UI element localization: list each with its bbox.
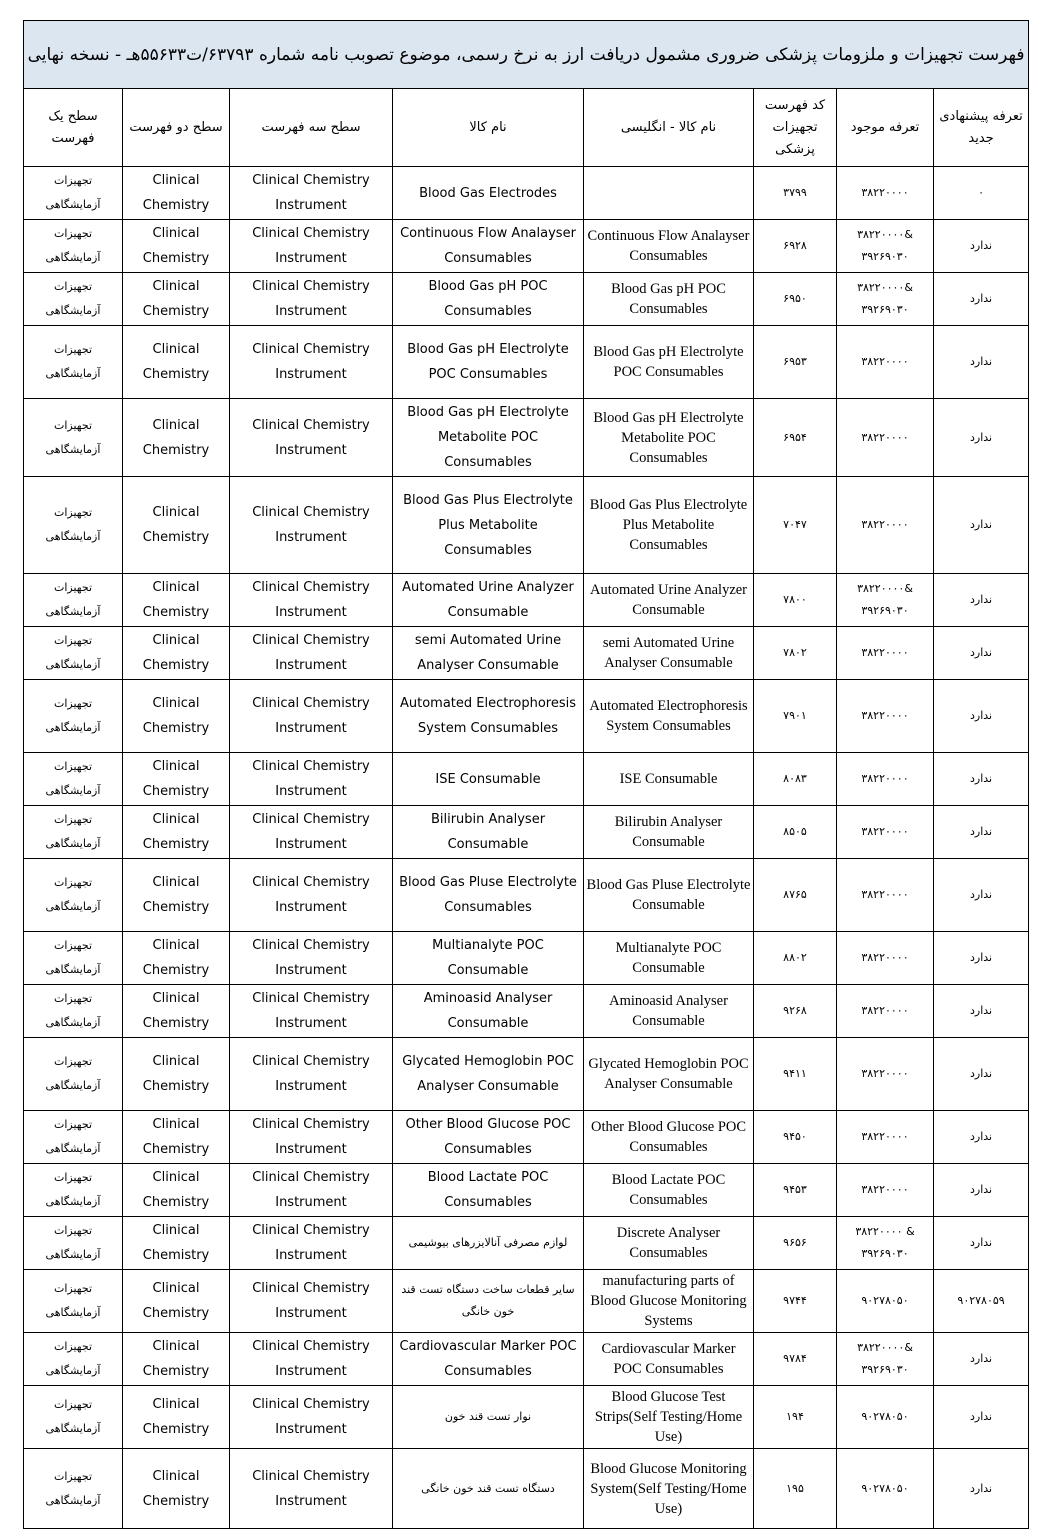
device-code-cell: ۸۵۰۵ [754, 806, 837, 859]
table-body [24, 167, 1029, 1529]
item-name-english-cell: Blood Gas pH Electrolyte POC Consumables [584, 326, 754, 399]
device-code-cell: ۹۶۵۶ [754, 1217, 837, 1270]
level3-cell: Clinical Chemistry Instrument [230, 1164, 393, 1217]
table-row [24, 627, 1029, 680]
equipment-table [23, 20, 1029, 1529]
device-code-cell: ۹۷۸۴ [754, 1333, 837, 1386]
table-row [24, 1111, 1029, 1164]
proposed-tariff-cell: ندارد [934, 1217, 1029, 1270]
table-row [24, 1038, 1029, 1111]
proposed-tariff-cell: ندارد [934, 1333, 1029, 1386]
level3-cell: Clinical Chemistry Instrument [230, 1386, 393, 1449]
proposed-tariff-cell: ندارد [934, 806, 1029, 859]
item-name-english-cell: Blood Gas pH Electrolyte Metabolite POC Consumables [584, 399, 754, 477]
table-row [24, 477, 1029, 574]
level2-cell: Clinical Chemistry [123, 1164, 230, 1217]
level1-cell: تجهیزات آزمایشگاهی [24, 627, 123, 680]
proposed-tariff-cell: ندارد [934, 1164, 1029, 1217]
current-tariff-cell: ۳۸۲۲۰۰۰۰ [837, 326, 934, 399]
level1-cell: تجهیزات آزمایشگاهی [24, 1217, 123, 1270]
current-tariff-cell: ۹۰۲۷۸۰۵۰ [837, 1386, 934, 1449]
level2-cell: Clinical Chemistry [123, 273, 230, 326]
level3-cell: Clinical Chemistry Instrument [230, 806, 393, 859]
current-tariff-cell: ۳۸۲۲۰۰۰۰ & ۳۹۲۶۹۰۳۰ [837, 1217, 934, 1270]
item-name-cell: Blood Gas Plus Electrolyte Plus Metabolite Consumables [393, 477, 584, 574]
item-name-english-cell: Automated Urine Analyzer Consumable [584, 574, 754, 627]
proposed-tariff-cell: ندارد [934, 859, 1029, 932]
table-row [24, 1333, 1029, 1386]
device-code-cell: ۷۰۴۷ [754, 477, 837, 574]
table-row [24, 1270, 1029, 1333]
level3-cell: Clinical Chemistry Instrument [230, 167, 393, 220]
item-name-english-cell: Discrete Analyser Consumables [584, 1217, 754, 1270]
level2-cell: Clinical Chemistry [123, 1217, 230, 1270]
table-row [24, 273, 1029, 326]
item-name-cell: semi Automated Urine Analyser Consumable [393, 627, 584, 680]
item-name-english-cell [584, 167, 754, 220]
header-level1: سطح یک فهرست [24, 89, 123, 167]
level1-cell: تجهیزات آزمایشگاهی [24, 273, 123, 326]
level1-cell: تجهیزات آزمایشگاهی [24, 1164, 123, 1217]
level1-cell: تجهیزات آزمایشگاهی [24, 932, 123, 985]
item-name-cell: Blood Gas pH Electrolyte Metabolite POC Consumables [393, 399, 584, 477]
item-name-cell: Blood Gas pH Electrolyte POC Consumables [393, 326, 584, 399]
proposed-tariff-cell: ۰ [934, 167, 1029, 220]
device-code-cell: ۹۴۵۰ [754, 1111, 837, 1164]
table-row [24, 1217, 1029, 1270]
level1-cell: تجهیزات آزمایشگاهی [24, 326, 123, 399]
level3-cell: Clinical Chemistry Instrument [230, 627, 393, 680]
device-code-cell: ۷۹۰۱ [754, 680, 837, 753]
level3-cell: Clinical Chemistry Instrument [230, 477, 393, 574]
device-code-cell: ۳۷۹۹ [754, 167, 837, 220]
item-name-cell: Multianalyte POC Consumable [393, 932, 584, 985]
level2-cell: Clinical Chemistry [123, 167, 230, 220]
level2-cell: Clinical Chemistry [123, 1449, 230, 1529]
level3-cell: Clinical Chemistry Instrument [230, 1270, 393, 1333]
current-tariff-cell: ۳۸۲۲۰۰۰۰ [837, 627, 934, 680]
level2-cell: Clinical Chemistry [123, 1111, 230, 1164]
item-name-english-cell: Blood Gas Pluse Electrolyte Consumable [584, 859, 754, 932]
item-name-cell: دستگاه تست قند خون خانگی [393, 1449, 584, 1529]
current-tariff-cell: ۹۰۲۷۸۰۵۰ [837, 1270, 934, 1333]
current-tariff-cell: ۹۰۲۷۸۰۵۰ [837, 1449, 934, 1529]
table-row [24, 680, 1029, 753]
item-name-cell: Blood Lactate POC Consumables [393, 1164, 584, 1217]
table-row [24, 753, 1029, 806]
level3-cell: Clinical Chemistry Instrument [230, 273, 393, 326]
current-tariff-cell: ۳۸۲۲۰۰۰۰ [837, 985, 934, 1038]
item-name-english-cell: Blood Lactate POC Consumables [584, 1164, 754, 1217]
level2-cell: Clinical Chemistry [123, 753, 230, 806]
current-tariff-cell: ۳۸۲۲۰۰۰۰ [837, 167, 934, 220]
level3-cell: Clinical Chemistry Instrument [230, 680, 393, 753]
level2-cell: Clinical Chemistry [123, 477, 230, 574]
proposed-tariff-cell: ۹۰۲۷۸۰۵۹ [934, 1270, 1029, 1333]
level2-cell: Clinical Chemistry [123, 326, 230, 399]
current-tariff-cell: ۳۸۲۲۰۰۰۰ [837, 753, 934, 806]
proposed-tariff-cell: ندارد [934, 1038, 1029, 1111]
device-code-cell: ۶۹۵۳ [754, 326, 837, 399]
level1-cell: تجهیزات آزمایشگاهی [24, 399, 123, 477]
item-name-english-cell: manufacturing parts of Blood Glucose Monitoring Systems [584, 1270, 754, 1333]
current-tariff-cell: ۳۸۲۲۰۰۰۰& ۳۹۲۶۹۰۳۰ [837, 220, 934, 273]
level1-cell: تجهیزات آزمایشگاهی [24, 1111, 123, 1164]
level2-cell: Clinical Chemistry [123, 985, 230, 1038]
header-item-name: نام کالا [393, 89, 584, 167]
table-row [24, 399, 1029, 477]
level3-cell: Clinical Chemistry Instrument [230, 399, 393, 477]
item-name-english-cell: Continuous Flow Analayser Consumables [584, 220, 754, 273]
level2-cell: Clinical Chemistry [123, 574, 230, 627]
table-row [24, 1449, 1029, 1529]
header-item-name-english: نام کالا - انگلیسی [584, 89, 754, 167]
table-row [24, 806, 1029, 859]
proposed-tariff-cell: ندارد [934, 574, 1029, 627]
level3-cell: Clinical Chemistry Instrument [230, 985, 393, 1038]
device-code-cell: ۶۹۵۴ [754, 399, 837, 477]
device-code-cell: ۸۸۰۲ [754, 932, 837, 985]
level3-cell: Clinical Chemistry Instrument [230, 1333, 393, 1386]
item-name-english-cell: Glycated Hemoglobin POC Analyser Consumable [584, 1038, 754, 1111]
level2-cell: Clinical Chemistry [123, 1270, 230, 1333]
device-code-cell: ۹۴۱۱ [754, 1038, 837, 1111]
item-name-cell: لوازم مصرفی آنالایزرهای بیوشیمی [393, 1217, 584, 1270]
level3-cell: Clinical Chemistry Instrument [230, 1111, 393, 1164]
current-tariff-cell: ۳۸۲۲۰۰۰۰ [837, 399, 934, 477]
current-tariff-cell: ۳۸۲۲۰۰۰۰ [837, 859, 934, 932]
item-name-english-cell: Bilirubin Analyser Consumable [584, 806, 754, 859]
level2-cell: Clinical Chemistry [123, 680, 230, 753]
level2-cell: Clinical Chemistry [123, 1038, 230, 1111]
item-name-english-cell: Cardiovascular Marker POC Consumables [584, 1333, 754, 1386]
item-name-english-cell: Blood Glucose Monitoring System(Self Testing/Home Use) [584, 1449, 754, 1529]
header-level2: سطح دو فهرست [123, 89, 230, 167]
proposed-tariff-cell: ندارد [934, 1111, 1029, 1164]
level3-cell: Clinical Chemistry Instrument [230, 220, 393, 273]
level2-cell: Clinical Chemistry [123, 1386, 230, 1449]
level3-cell: Clinical Chemistry Instrument [230, 1217, 393, 1270]
level1-cell: تجهیزات آزمایشگاهی [24, 1270, 123, 1333]
item-name-english-cell: semi Automated Urine Analyser Consumable [584, 627, 754, 680]
device-code-cell: ۷۸۰۲ [754, 627, 837, 680]
table-row [24, 1164, 1029, 1217]
item-name-english-cell: Multianalyte POC Consumable [584, 932, 754, 985]
device-code-cell: ۱۹۴ [754, 1386, 837, 1449]
item-name-cell: Blood Gas pH POC Consumables [393, 273, 584, 326]
device-code-cell: ۶۹۲۸ [754, 220, 837, 273]
device-code-cell: ۸۷۶۵ [754, 859, 837, 932]
header-device-code: کد فهرست تجهیزات پزشکی [754, 89, 837, 167]
header-proposed-tariff: تعرفه پیشنهادی جدید [934, 89, 1029, 167]
item-name-cell: ISE Consumable [393, 753, 584, 806]
item-name-english-cell: Blood Gas pH POC Consumables [584, 273, 754, 326]
item-name-cell: Other Blood Glucose POC Consumables [393, 1111, 584, 1164]
proposed-tariff-cell: ندارد [934, 932, 1029, 985]
level1-cell: تجهیزات آزمایشگاهی [24, 1449, 123, 1529]
device-code-cell: ۹۷۴۴ [754, 1270, 837, 1333]
level1-cell: تجهیزات آزمایشگاهی [24, 985, 123, 1038]
table-row [24, 167, 1029, 220]
level2-cell: Clinical Chemistry [123, 859, 230, 932]
current-tariff-cell: ۳۸۲۲۰۰۰۰ [837, 1038, 934, 1111]
level1-cell: تجهیزات آزمایشگاهی [24, 680, 123, 753]
header-current-tariff: تعرفه موجود [837, 89, 934, 167]
level1-cell: تجهیزات آزمایشگاهی [24, 220, 123, 273]
item-name-cell: Bilirubin Analyser Consumable [393, 806, 584, 859]
item-name-cell: Glycated Hemoglobin POC Analyser Consumable [393, 1038, 584, 1111]
item-name-english-cell: Blood Gas Plus Electrolyte Plus Metabolite Consumables [584, 477, 754, 574]
item-name-cell: Automated Urine Analyzer Consumable [393, 574, 584, 627]
device-code-cell: ۶۹۵۰ [754, 273, 837, 326]
header-level3: سطح سه فهرست [230, 89, 393, 167]
level3-cell: Clinical Chemistry Instrument [230, 1449, 393, 1529]
table-row [24, 1386, 1029, 1449]
level2-cell: Clinical Chemistry [123, 1333, 230, 1386]
table-row [24, 574, 1029, 627]
level2-cell: Clinical Chemistry [123, 932, 230, 985]
item-name-english-cell: Blood Glucose Test Strips(Self Testing/Home Use) [584, 1386, 754, 1449]
device-code-cell: ۱۹۵ [754, 1449, 837, 1529]
device-code-cell: ۹۴۵۳ [754, 1164, 837, 1217]
level3-cell: Clinical Chemistry Instrument [230, 932, 393, 985]
level3-cell: Clinical Chemistry Instrument [230, 859, 393, 932]
proposed-tariff-cell: ندارد [934, 399, 1029, 477]
current-tariff-cell: ۳۸۲۲۰۰۰۰ [837, 1164, 934, 1217]
proposed-tariff-cell: ندارد [934, 1386, 1029, 1449]
level2-cell: Clinical Chemistry [123, 627, 230, 680]
level2-cell: Clinical Chemistry [123, 806, 230, 859]
item-name-english-cell: Aminoasid Analyser Consumable [584, 985, 754, 1038]
level1-cell: تجهیزات آزمایشگاهی [24, 1333, 123, 1386]
item-name-cell: Blood Gas Pluse Electrolyte Consumables [393, 859, 584, 932]
table-row [24, 220, 1029, 273]
proposed-tariff-cell: ندارد [934, 985, 1029, 1038]
current-tariff-cell: ۳۸۲۲۰۰۰۰& ۳۹۲۶۹۰۳۰ [837, 574, 934, 627]
proposed-tariff-cell: ندارد [934, 1449, 1029, 1529]
item-name-cell: Blood Gas Electrodes [393, 167, 584, 220]
proposed-tariff-cell: ندارد [934, 477, 1029, 574]
current-tariff-cell: ۳۸۲۲۰۰۰۰& ۳۹۲۶۹۰۳۰ [837, 273, 934, 326]
level3-cell: Clinical Chemistry Instrument [230, 326, 393, 399]
table-row [24, 859, 1029, 932]
level1-cell: تجهیزات آزمایشگاهی [24, 859, 123, 932]
proposed-tariff-cell: ندارد [934, 753, 1029, 806]
proposed-tariff-cell: ندارد [934, 326, 1029, 399]
item-name-english-cell: Other Blood Glucose POC Consumables [584, 1111, 754, 1164]
level3-cell: Clinical Chemistry Instrument [230, 753, 393, 806]
level3-cell: Clinical Chemistry Instrument [230, 1038, 393, 1111]
device-code-cell: ۹۲۶۸ [754, 985, 837, 1038]
current-tariff-cell: ۳۸۲۲۰۰۰۰ [837, 477, 934, 574]
proposed-tariff-cell: ندارد [934, 220, 1029, 273]
proposed-tariff-cell: ندارد [934, 680, 1029, 753]
item-name-cell: سایر قطعات ساخت دستگاه تست قند خون خانگی [393, 1270, 584, 1333]
table-row [24, 326, 1029, 399]
table-row [24, 932, 1029, 985]
proposed-tariff-cell: ندارد [934, 627, 1029, 680]
item-name-cell: Automated Electrophoresis System Consumables [393, 680, 584, 753]
current-tariff-cell: ۳۸۲۲۰۰۰۰ [837, 932, 934, 985]
level3-cell: Clinical Chemistry Instrument [230, 574, 393, 627]
level1-cell: تجهیزات آزمایشگاهی [24, 574, 123, 627]
item-name-cell: نوار تست قند خون [393, 1386, 584, 1449]
item-name-cell: Aminoasid Analyser Consumable [393, 985, 584, 1038]
document-title: فهرست تجهیزات و ملزومات پزشکی ضروری مشمول دریافت ارز به نرخ رسمی، موضوع تصوبب نامه شماره ۶۳۷۹۳/ت۵۵۶۳۳هـ - نسخه نهایی [24, 21, 1029, 89]
level1-cell: تجهیزات آزمایشگاهی [24, 477, 123, 574]
item-name-cell: Continuous Flow Analayser Consumables [393, 220, 584, 273]
current-tariff-cell: ۳۸۲۲۰۰۰۰ [837, 680, 934, 753]
current-tariff-cell: ۳۸۲۲۰۰۰۰& ۳۹۲۶۹۰۳۰ [837, 1333, 934, 1386]
device-code-cell: ۷۸۰۰ [754, 574, 837, 627]
level1-cell: تجهیزات آزمایشگاهی [24, 167, 123, 220]
level1-cell: تجهیزات آزمایشگاهی [24, 1386, 123, 1449]
header-row [24, 89, 1029, 167]
level1-cell: تجهیزات آزمایشگاهی [24, 1038, 123, 1111]
item-name-english-cell: Automated Electrophoresis System Consumables [584, 680, 754, 753]
level2-cell: Clinical Chemistry [123, 399, 230, 477]
table-row [24, 985, 1029, 1038]
level1-cell: تجهیزات آزمایشگاهی [24, 753, 123, 806]
current-tariff-cell: ۳۸۲۲۰۰۰۰ [837, 1111, 934, 1164]
level2-cell: Clinical Chemistry [123, 220, 230, 273]
item-name-english-cell: ISE Consumable [584, 753, 754, 806]
proposed-tariff-cell: ندارد [934, 273, 1029, 326]
current-tariff-cell: ۳۸۲۲۰۰۰۰ [837, 806, 934, 859]
item-name-cell: Cardiovascular Marker POC Consumables [393, 1333, 584, 1386]
level1-cell: تجهیزات آزمایشگاهی [24, 806, 123, 859]
device-code-cell: ۸۰۸۳ [754, 753, 837, 806]
